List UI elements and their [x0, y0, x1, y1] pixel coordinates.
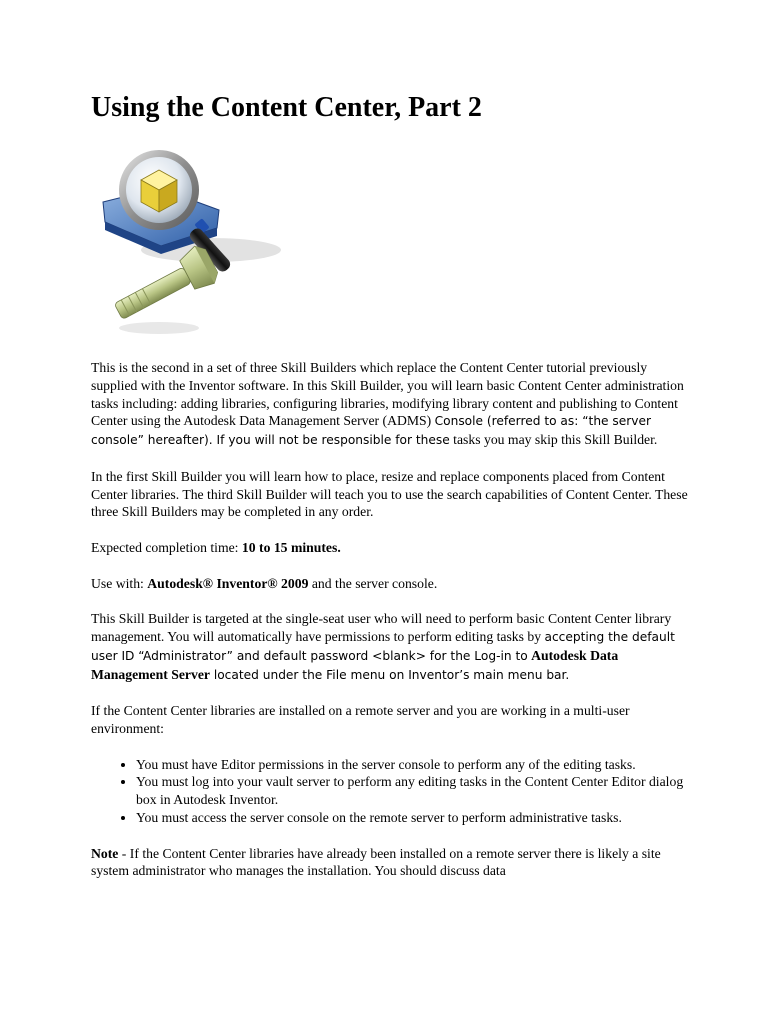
product-name: Autodesk® Inventor® 2009 — [147, 575, 309, 591]
list-item: • You must have Editor permissions in the server console to perform any of the editing tasks. — [136, 756, 691, 774]
content-center-logo-icon — [99, 150, 289, 335]
skill-builders-paragraph: In the first Skill Builder you will learn how to place, resize and replace components placed from Content Center libraries. The third Skill Builder will teach you to use the search capabilities of Content Center. These three Skill Builders may be completed in any order. — [91, 468, 688, 520]
adms-name: Autodesk Data Management Server — [91, 647, 619, 682]
target-user-paragraph: This Skill Builder is targeted at the single-seat user who will need to perform basic Content Center library management. You will automatically have permissions to perform editing tasks by accepting the default user ID “Administrator” and default password <blank> for the Log-in to Autodesk Data Management Server located under the File menu on Inventor’s main menu bar. — [91, 611, 675, 682]
requirements-list — [91, 756, 691, 827]
note-label: Note — [91, 845, 119, 861]
completion-time-paragraph: Expected completion time: 10 to 15 minutes. — [91, 539, 341, 555]
document-title: Using the Content Center, Part 2 — [91, 92, 482, 123]
list-item: • You must log into your vault server to perform any editing tasks in the Content Center Editor dialog box in Autodesk Inventor. — [136, 773, 691, 809]
list-item: • You must access the server console on the remote server to perform administrative tasks. — [136, 809, 691, 827]
intro-paragraph: This is the second in a set of three Skill Builders which replace the Content Center tutorial previously supplied with the Inventor software. In this Skill Builder, you will learn basic Content Center administration tasks including: adding libraries, configuring libraries, modifying library content and publishing to Content Center using the Autodesk Data Management Server (ADMS) Console (referred to as: “the server console” hereafter). If you will not be responsible for these tasks you may skip this Skill Builder. — [91, 360, 684, 448]
remote-server-paragraph: If the Content Center libraries are installed on a remote server and you are working in a multi-user environment: — [91, 703, 630, 736]
completion-time-value: 10 to 15 minutes. — [241, 539, 341, 555]
note-paragraph: Note - If the Content Center libraries have already been installed on a remote server there is likely a site system administrator who manages the installation. You should discuss data — [91, 845, 661, 879]
document-body — [91, 359, 691, 898]
use-with-paragraph: Use with: Autodesk® Inventor® 2009 and the server console. — [91, 575, 438, 591]
